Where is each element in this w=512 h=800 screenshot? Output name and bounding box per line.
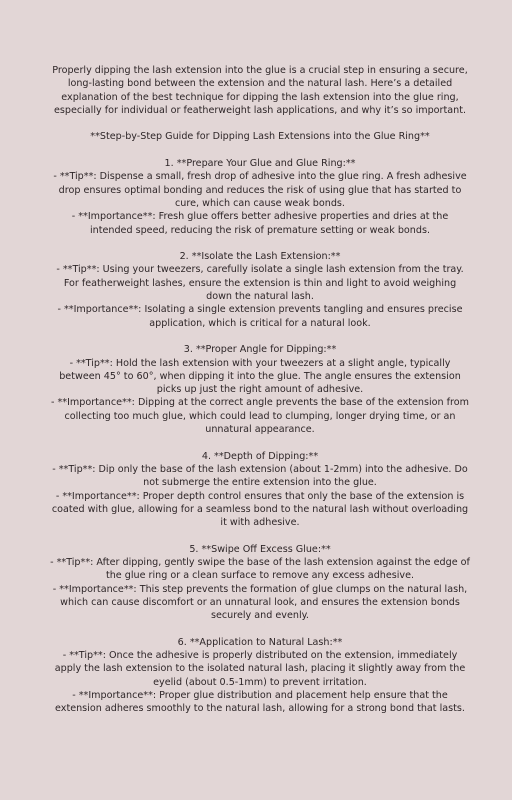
step-title: 3. **Proper Angle for Dipping:** [183, 344, 337, 356]
step-importance: - **Importance**: Proper depth control ensures that only the base of the extension is coated with glue, allowing for a seamless bond to the natural lash without overloading it with adhesive. [51, 490, 469, 529]
step-title: 4. **Depth of Dipping:** [201, 450, 319, 462]
step-6 [50, 636, 470, 716]
step-tip: - **Tip**: After dipping, gently swipe the base of the lash extension against the edge of the glue ring or a clean surface to remove any excess adhesive. [50, 556, 470, 582]
step-title: 5. **Swipe Off Excess Glue:** [189, 543, 331, 555]
step-tip: - **Tip**: Using your tweezers, carefully isolate a single lash extension from the tray. For featherweight lashes, ensure the extension is thin and light to avoid weighing down the natural lash. [56, 264, 464, 303]
step-importance: - **Importance**: Fresh glue offers better adhesive properties and dries at the intended speed, reducing the risk of premature setting or weak bonds. [71, 211, 449, 236]
step-importance: - **Importance**: Dipping at the correct angle prevents the base of the extension from collecting too much glue, which could lead to clumping, longer drying time, or an unnatural appearance. [50, 397, 469, 436]
step-4 [50, 450, 470, 530]
step-2 [50, 250, 470, 330]
step-5 [50, 543, 470, 623]
step-1 [50, 157, 470, 237]
document-body [50, 64, 470, 716]
step-3 [50, 343, 470, 436]
step-title: 2. **Isolate the Lash Extension:** [179, 251, 341, 263]
step-tip: - **Tip**: Once the adhesive is properly distributed on the extension, immediately apply the lash extension to the isolated natural lash, placing it slightly away from the eyelid (about 0.5-1mm) to prevent irritation. [54, 650, 466, 688]
guide-heading: **Step-by-Step Guide for Dipping Lash Extensions into the Glue Ring** [90, 131, 430, 143]
step-tip: - **Tip**: Dispense a small, fresh drop of adhesive into the glue ring. A fresh adhesive drop ensures optimal bonding and reduces the risk of using glue that has started to cure, which can cause weak bonds. [53, 171, 467, 209]
step-importance: - **Importance**: Isolating a single extension prevents tangling and ensures precise application, which is critical for a natural look. [57, 304, 463, 329]
step-title: 1. **Prepare Your Glue and Glue Ring:** [164, 158, 356, 170]
step-importance: - **Importance**: This step prevents the formation of glue clumps on the natural lash, which can cause discomfort or an unnatural look, and ensures the extension bonds securely and evenly. [52, 583, 468, 622]
step-title: 6. **Application to Natural Lash:** [177, 636, 343, 648]
intro-paragraph: Properly dipping the lash extension into the glue is a crucial step in ensuring a secure, long-lasting bond between the extension and the natural lash. Here’s a detailed explanation of the best technique for dipping the lash extension into the glue ring, especially for individual or featherweight lash applications, and why it’s so important. [52, 65, 468, 116]
step-tip: - **Tip**: Dip only the base of the lash extension (about 1-2mm) into the adhesive. Do not submerge the entire extension into the glue. [52, 463, 468, 489]
step-tip: - **Tip**: Hold the lash extension with your tweezers at a slight angle, typically between 45° to 60°, when dipping it into the glue. The angle ensures the extension picks up just the right amount of adhesive. [59, 357, 461, 396]
step-importance: - **Importance**: Proper glue distribution and placement help ensure that the extension adheres smoothly to the natural lash, allowing for a strong bond that lasts. [55, 689, 465, 715]
